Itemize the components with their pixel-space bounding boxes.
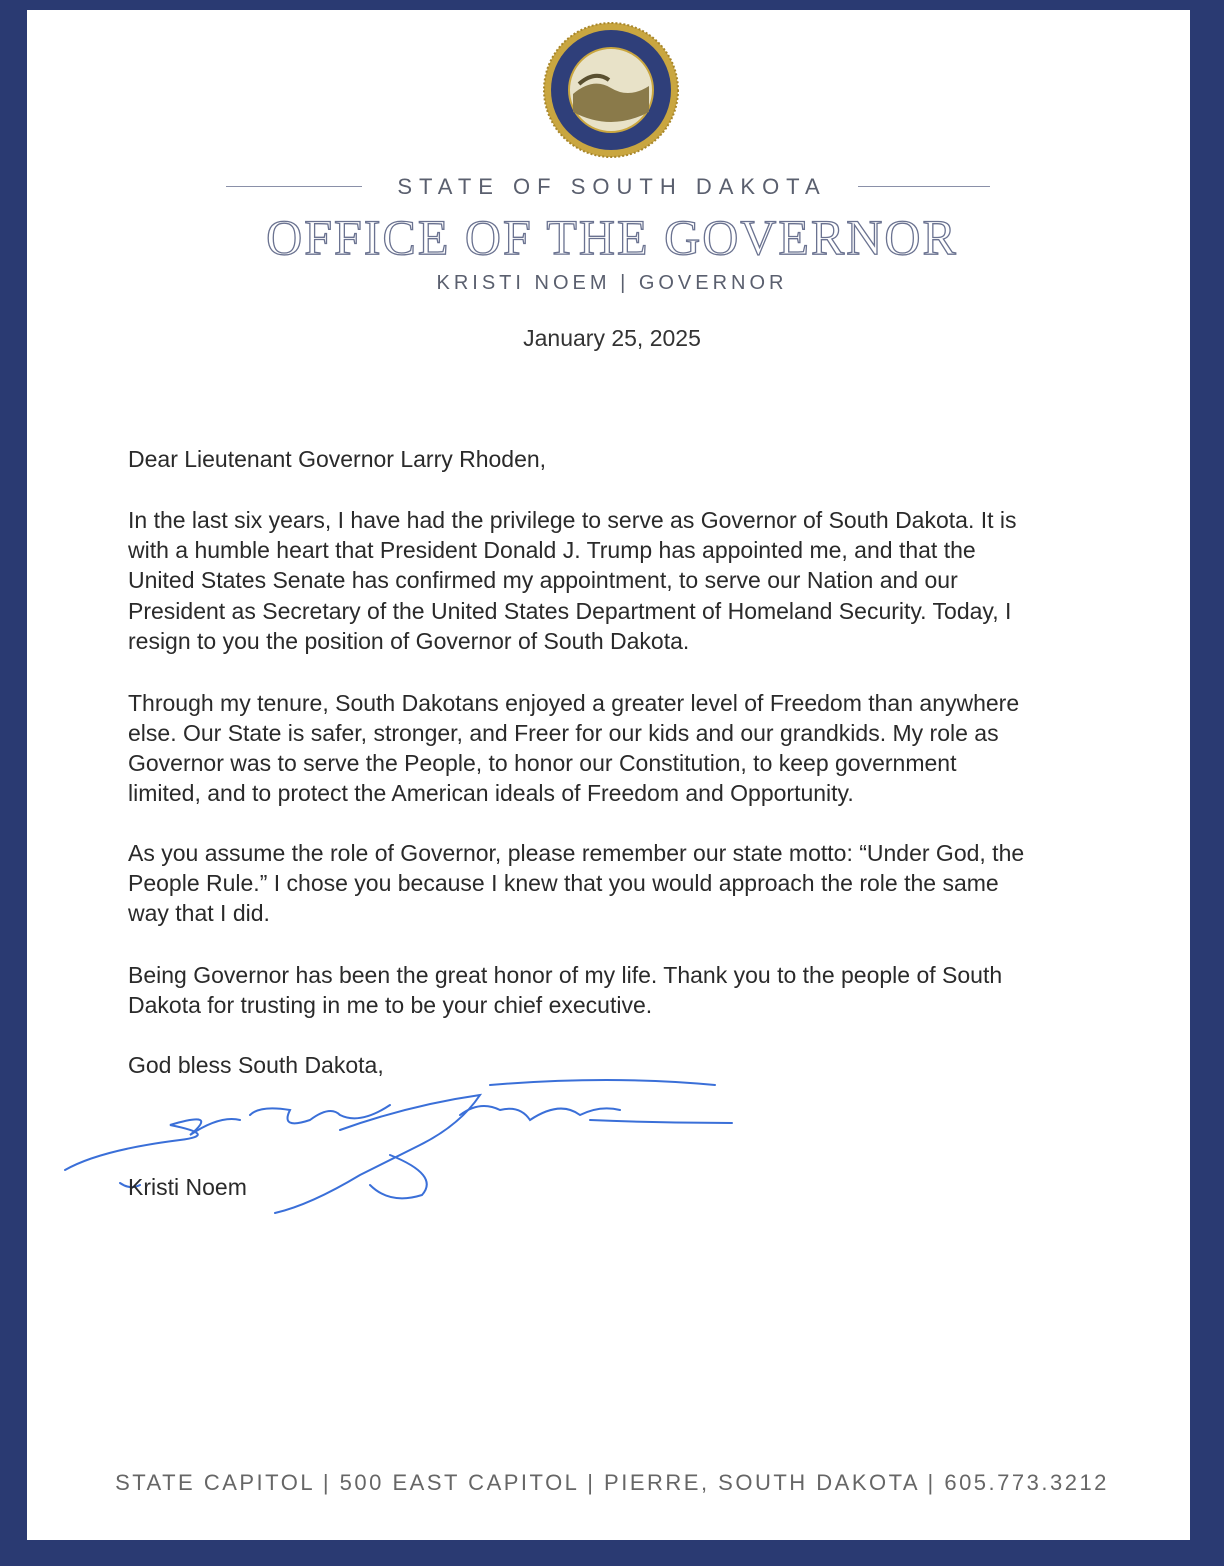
body-line: with a humble heart that President Donald J. Trump has appointed me, and that the [128, 537, 976, 563]
body-line: resign to you the position of Governor of South Dakota. [128, 628, 690, 654]
signature-name: Kristi Noem [128, 1174, 247, 1200]
state-heading: STATE OF SOUTH DAKOTA [397, 174, 827, 199]
governor-line: KRISTI NOEM | GOVERNOR [436, 272, 788, 294]
body-line: Dakota for trusting in me to be your chief executive. [128, 992, 653, 1018]
salutation: Dear Lieutenant Governor Larry Rhoden, [128, 446, 547, 472]
letterhead-footer: STATE CAPITOL | 500 EAST CAPITOL | PIERRE, SOUTH DAKOTA | 605.773.3212 [115, 1470, 1109, 1495]
body-line: way that I did. [128, 900, 270, 926]
body-line: Governor was to serve the People, to honor our Constitution, to keep government [128, 750, 957, 776]
body-line: People Rule.” I chose you because I knew that you would approach the role the same [128, 870, 999, 896]
handwritten-signature [60, 1065, 760, 1225]
letter-date: January 25, 2025 [523, 325, 701, 351]
body-line: In the last six years, I have had the privilege to serve as Governor of South Dakota. It is [128, 507, 1017, 533]
body-line: Being Governor has been the great honor of my life. Thank you to the people of South [128, 962, 1003, 988]
office-heading: OFFICE OF THE GOVERNOR [266, 209, 958, 265]
closing: God bless South Dakota, [128, 1052, 384, 1078]
body-line: President as Secretary of the United States Department of Homeland Security. Today, I [128, 598, 1012, 624]
body-line: United States Senate has confirmed my appointment, to serve our Nation and our [128, 567, 958, 593]
body-line: As you assume the role of Governor, please remember our state motto: “Under God, the [128, 840, 1025, 866]
body-line: Through my tenure, South Dakotans enjoyed a greater level of Freedom than anywhere [128, 690, 1020, 716]
body-line: limited, and to protect the American ideals of Freedom and Opportunity. [128, 780, 854, 806]
body-line: else. Our State is safer, stronger, and Freer for our kids and our grandkids. My role as [128, 720, 999, 746]
state-seal-icon [543, 22, 679, 158]
